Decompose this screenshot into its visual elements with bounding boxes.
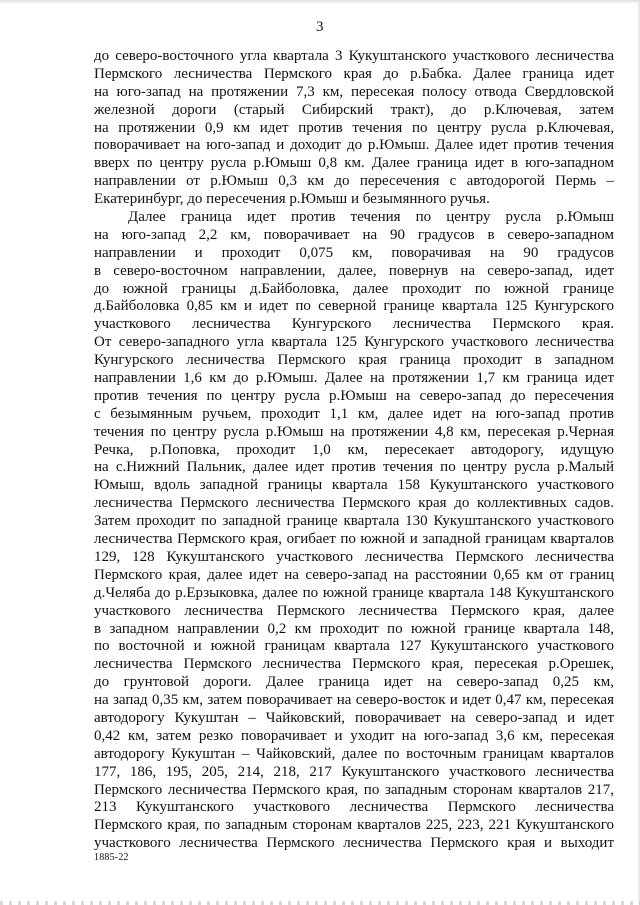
scan-edge-top: [0, 0, 640, 4]
text-line: Кунгурского лесничества Пермского края граница проходит в западном: [94, 352, 614, 369]
text-line: поворачивает на юго-запад и доходит до р.Юмыш. Далее идет против течения: [94, 137, 614, 154]
text-line: От северо-западного угла квартала 125 Кунгурского участкового лесничества: [94, 334, 614, 351]
text-line: до северо-восточного угла квартала 3 Кукуштанского участкового лесничества: [94, 48, 614, 64]
text-line: Затем проходит по западной границе квартала 130 Кукуштанского участкового: [94, 513, 614, 530]
text-line: участкового лесничества Пермского лесничества Пермского края, далее: [94, 602, 614, 619]
text-line: д.Байболовка 0,85 км и идет по северной границе квартала 125 Кунгурского: [94, 298, 614, 315]
paragraph-first-line: Далее граница идет против течения по центру русла р.Юмыш: [128, 209, 614, 226]
text-line: Пермского лесничества Пермского края до р.Бабка. Далее граница идет: [94, 65, 614, 82]
text-line: на с.Нижний Пальник, далее идет против течения по центру русла р.Малый: [94, 459, 614, 476]
text-line: участкового лесничества Пермского лесничества Пермского края и выходит: [94, 835, 614, 852]
text-line: автодорогу Кукуштан – Чайковский, далее по восточным границам кварталов: [94, 745, 614, 762]
text-line: Речка, р.Поповка, проходит 1,0 км, пересекает автодорогу, идущую: [94, 441, 614, 458]
text-line: лесничества Пермского края, огибает по южной и западной границам кварталов: [94, 531, 614, 548]
text-line: на юго-запад 2,2 км, поворачивает на 90 градусов в северо-западном: [94, 226, 614, 243]
text-line: Пермского лесничества Пермского края, по западным сторонам кварталов 217,: [94, 781, 614, 798]
text-line: автодорогу Кукуштан – Чайковский, поворачивает на северо-запад и идет: [94, 709, 614, 726]
text-line: течения по центру русла р.Юмыш на протяжении 4,8 км, пересекая р.Черная: [94, 423, 614, 440]
text-line: 0,42 км, затем резко поворачивает и уходит на юго-запад 3,6 км, пересекая: [94, 727, 614, 744]
text-line: Екатеринбург, до пересечения р.Юмыш и безымянного ручья.: [94, 191, 490, 208]
text-line: Пермского края, по западным сторонам кварталов 225, 223, 221 Кукуштанского: [94, 817, 614, 834]
text-line: против течения по центру русла р.Юмыш на северо-запад до пересечения: [94, 387, 614, 404]
text-line: лесничества Пермского лесничества Пермского края до коллективных садов.: [94, 495, 614, 512]
text-line: до южной границы д.Байболовка, далее проходит по южной границе: [94, 280, 614, 297]
text-line: Юмыш, вдоль западной границы квартала 158 Кукуштанского участкового: [94, 477, 614, 494]
text-line: Пермского края, далее идет на северо-запад на расстоянии 0,65 км от границ: [94, 566, 614, 583]
text-line: до грунтовой дороги. Далее граница идет на северо-запад 0,25 км,: [94, 674, 614, 691]
text-line: 177, 186, 195, 205, 214, 218, 217 Кукуштанского участкового лесничества: [94, 763, 614, 780]
text-line: направлении и проходит 0,075 км, поворачивая на 90 градусов: [94, 244, 614, 261]
document-code: 1885-22: [94, 852, 129, 863]
text-line: по восточной и южной границам квартала 127 Кукуштанского участкового: [94, 638, 614, 655]
text-line: железной дороги (старый Сибирский тракт), до р.Ключевая, затем: [94, 101, 614, 118]
text-line: направлении от р.Юмыш 0,3 км до пересечения с автодорогой Пермь –: [94, 173, 614, 190]
text-line: на протяжении 0,9 км идет против течения по центру русла р.Ключевая,: [94, 119, 614, 136]
text-line: в северо-восточном направлении, далее, повернув на северо-запад, идет: [94, 262, 614, 279]
text-line: 213 Кукуштанского участкового лесничества Пермского лесничества: [94, 799, 614, 816]
text-line: направлении 1,6 км до р.Юмыш. Далее на протяжении 1,7 км граница идет: [94, 370, 614, 387]
text-line: на запад 0,35 км, затем поворачивает на северо-восток и идет 0,47 км, пересекая: [94, 692, 614, 709]
text-line: д.Челяба до р.Ерзыковка, далее по южной границе квартала 148 Кукуштанского: [94, 584, 614, 601]
text-line: участкового лесничества Кунгурского лесничества Пермского края.: [94, 316, 614, 333]
text-line: в западном направлении 0,2 км проходит по южной границе квартала 148,: [94, 620, 614, 637]
text-line: 129, 128 Кукуштанского участкового лесничества Пермского лесничества: [94, 548, 614, 565]
scan-edge-bottom: [0, 901, 640, 905]
text-line: вверх по центру русла р.Юмыш 0,8 км. Далее граница идет в юго-западном: [94, 155, 614, 172]
text-line: на юго-запад на протяжении 7,3 км, пересекая полосу отвода Свердловской: [94, 83, 614, 100]
document-body: [94, 48, 614, 853]
text-line: лесничества Пермского лесничества Пермского края, пересекая р.Орешек,: [94, 656, 614, 673]
page-number: 3: [316, 19, 324, 35]
text-line: с безымянным ручьем, проходит 1,1 км, далее идет на юго-запад против: [94, 405, 614, 422]
